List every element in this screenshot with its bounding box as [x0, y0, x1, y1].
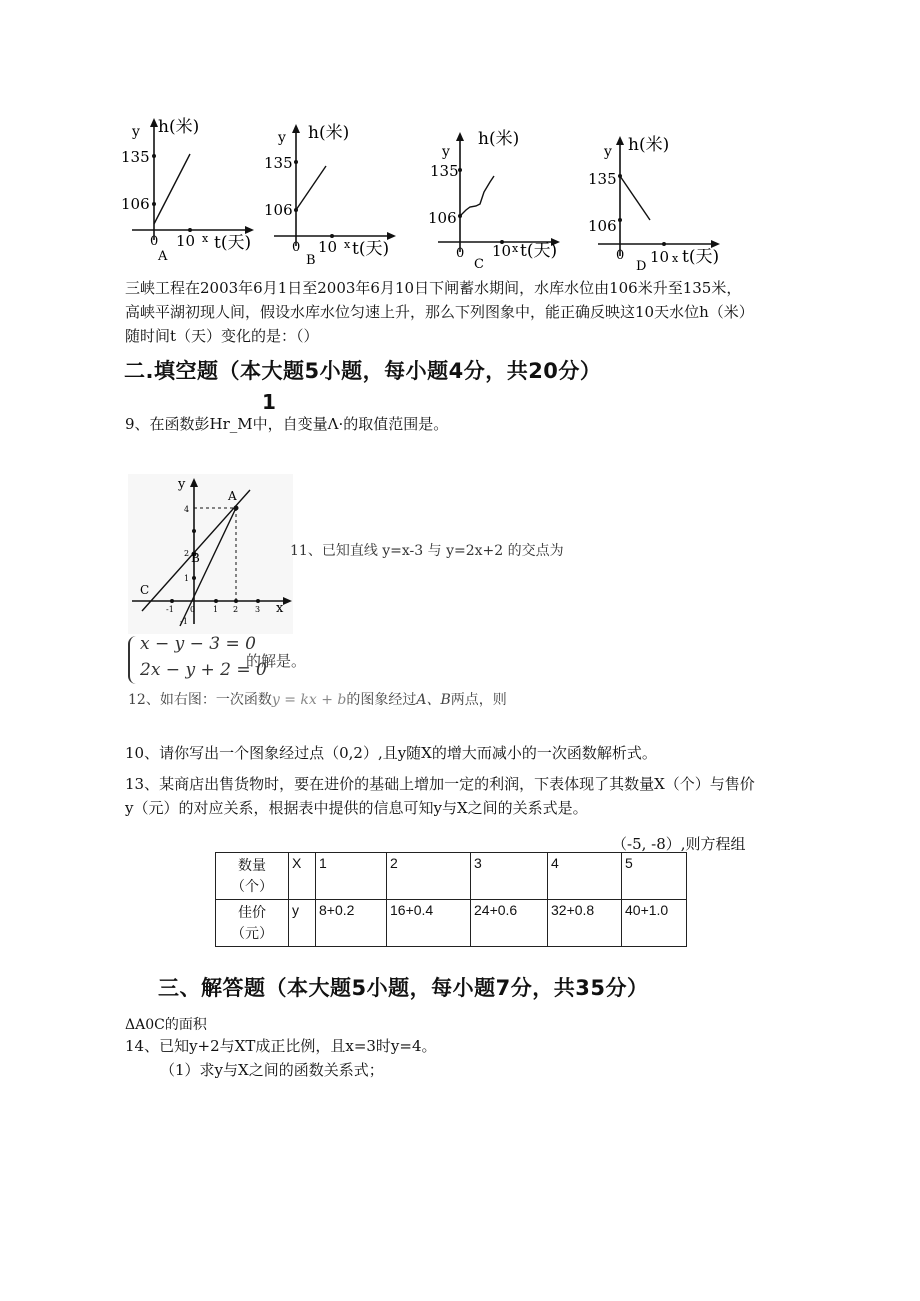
q12-formula: y = kx + b	[271, 692, 347, 708]
graph-d-h-label: h(米)	[628, 135, 670, 155]
table-cell: 5	[622, 853, 687, 900]
table-cell: 2	[387, 853, 471, 900]
graph-a-h-label: h(米)	[158, 117, 200, 137]
figure-11	[128, 474, 298, 634]
section-2-title: 二.填空题（本大题5小题，每小题4分，共20分）	[124, 359, 602, 383]
table-cell: 8+0.2	[316, 900, 387, 947]
data-table	[215, 852, 687, 947]
table-cell: 24+0.6	[471, 900, 548, 947]
fig11-tick-x3: 3	[255, 605, 261, 614]
graph-c-h-label: h(米)	[478, 129, 520, 149]
graph-c-y-label: y	[442, 144, 450, 160]
graph-c-135: 135	[430, 162, 459, 180]
graph-a	[118, 112, 278, 262]
fig11-tick-xm1: -1	[166, 605, 174, 614]
graph-d-letter: D	[636, 259, 647, 274]
graph-c-t-label: t(天)	[520, 241, 558, 261]
graph-b-t-label: t(天)	[352, 239, 390, 259]
q8-line-1: 三峡工程在2003年6月1日至2003年6月10日下闸蓄水期间，水库水位由106米升至135米，	[125, 279, 742, 297]
table-cell: 16+0.4	[387, 900, 471, 947]
table-row	[216, 853, 687, 900]
table-cell: 40+1.0	[622, 900, 687, 947]
fig11-tick-x1: 1	[213, 605, 219, 614]
q13-line-2: y（元）的对应关系，根据表中提供的信息可知y与X之间的关系式是。	[125, 799, 588, 817]
q12-text-c: 两点，则	[450, 692, 507, 708]
q13-line-1: 13、某商店出售货物时，要在进价的基础上增加一定的利润，下表体现了其数量X（个）与售价	[125, 775, 755, 793]
graph-a-y-label: y	[132, 124, 140, 140]
graph-d-origin: 0	[616, 248, 625, 263]
graph-c-106: 106	[428, 209, 457, 227]
fig11-tick-y1: 1	[184, 574, 190, 583]
graph-b-x: x	[344, 238, 351, 251]
q13-aside: （-5, -8）,则方程组	[612, 835, 746, 853]
equation-1: x − y − 3 = 0	[140, 634, 256, 654]
q11-text: 11、已知直线 y=x-3 与 y=2x+2 的交点为	[290, 543, 564, 559]
graph-c-letter: C	[474, 257, 484, 272]
graph-a-t-label: t(天)	[214, 233, 252, 253]
q10-text: 10、请你写出一个图象经过点（0,2）,且y随X的增大而减小的一次函数解析式。	[125, 744, 657, 762]
graph-b-letter: B	[306, 253, 316, 268]
graph-b-y-label: y	[278, 130, 286, 146]
fig11-tick-y2: 2	[184, 549, 190, 558]
table-cell: 3	[471, 853, 548, 900]
row1-name-2: （个）	[231, 878, 273, 894]
row1-var: X	[289, 853, 316, 900]
q12-text-a: 12、如右图：一次函数	[128, 692, 272, 708]
q12-points: A、B	[416, 692, 451, 708]
graph-c	[424, 124, 584, 274]
fig11-point-c: C	[140, 583, 150, 597]
graph-c-10: 10	[492, 242, 512, 260]
row2-var: y	[289, 900, 316, 947]
graph-b	[260, 118, 420, 268]
equation-brace	[128, 636, 138, 684]
graph-d-106: 106	[588, 217, 617, 235]
table-cell: 32+0.8	[548, 900, 622, 947]
row2-name-2: （元）	[231, 925, 273, 941]
q14-text: 14、已知y+2与XT成正比例，且x=3时y=4。	[125, 1037, 437, 1055]
q8-line-3: 随时间t（天）变化的是：（）	[125, 327, 319, 345]
table-header-cell	[216, 853, 289, 900]
graph-c-x: x	[512, 242, 519, 255]
fig11-tick-x2: 2	[233, 605, 239, 614]
fig11-point-a: A	[228, 489, 237, 503]
row2-name-1: 佳价	[238, 904, 266, 920]
graph-d-t-label: t(天)	[682, 247, 720, 267]
graph-c-origin: 0	[456, 246, 465, 261]
q8-line-2: 高峡平湖初现人间，假设水库水位匀速上升，那么下列图象中，能正确反映这10天水位h（米）	[125, 303, 754, 321]
row1-name-1: 数量	[238, 857, 266, 873]
graph-d-10: 10	[650, 248, 670, 266]
graph-b-h-label: h(米)	[308, 123, 350, 143]
equation-suffix: 的解是。	[246, 652, 307, 670]
graph-b-10: 10	[318, 238, 338, 256]
stray-one: 1	[262, 390, 277, 414]
table-header-cell	[216, 900, 289, 947]
graph-a-origin: 0	[150, 234, 159, 249]
graph-b-106: 106	[264, 201, 293, 219]
graph-d-135: 135	[588, 170, 617, 188]
graph-d-x: x	[672, 252, 679, 265]
graph-b-origin: 0	[292, 240, 301, 255]
q12-line	[128, 689, 507, 709]
graph-a-106: 106	[121, 195, 150, 213]
graph-a-135: 135	[121, 148, 150, 166]
graph-a-x: x	[202, 232, 209, 245]
graph-a-10: 10	[176, 232, 196, 250]
table-cell: 1	[316, 853, 387, 900]
graph-a-letter: A	[158, 249, 168, 262]
fig11-point-b: B	[191, 551, 200, 565]
q12-text-b: 的图象经过	[346, 692, 417, 708]
fig11-tick-x0: 0	[190, 605, 196, 614]
q9-text: 9、在函数彭Hr_M中，自变量Λ·的取值范围是。	[125, 415, 449, 433]
graph-d	[584, 128, 744, 278]
graph-d-y-label: y	[604, 144, 612, 160]
fig11-y-label: y	[178, 477, 186, 492]
graph-b-135: 135	[264, 154, 293, 172]
fig11-tick-y4: 4	[184, 505, 190, 514]
area-line: ΔA0C的面积	[125, 1017, 207, 1033]
table-row	[216, 900, 687, 947]
section-3-title: 三、解答题（本大题5小题，每小题7分，共35分）	[158, 976, 649, 1000]
q14-sub-1: （1）求y与X之间的函数关系式；	[160, 1061, 384, 1079]
fig11-x-label: x	[276, 601, 284, 616]
fig11-tick-ym1: -1	[180, 617, 188, 626]
table-cell: 4	[548, 853, 622, 900]
equation-2: 2x − y + 2 = 0	[140, 660, 267, 680]
